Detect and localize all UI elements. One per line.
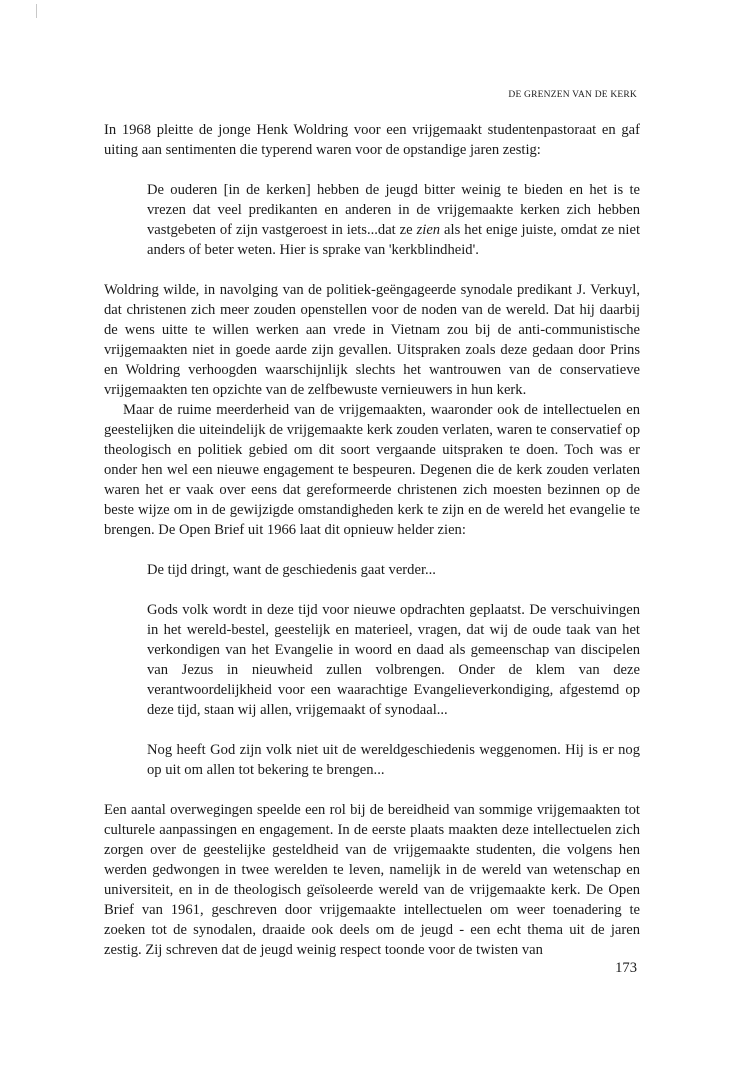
block-quote-3: Gods volk wordt in deze tijd voor nieuwe opdrachten geplaatst. De verschuivingen in het wereld-bestel, geestelijk en materieel, vragen, dat wij de oude taak van het verkondigen van het Evangelie in woord en daad als gemeenschap van discipelen van Jezus in nieuwheid zullen volbrengen. Onder de klem van deze verantwoordelijkheid voor een waarachtige Evangelieverkondiging, afgestemd op deze tijd, staan wij allen, vrijgemaakt of synodaal... [147, 602, 640, 718]
block-quote-4: Nog heeft God zijn volk niet uit de wereldgeschiedenis weggenomen. Hij is er nog op uit om allen tot bekering te brengen... [147, 742, 640, 778]
paragraph-3: Maar de ruime meerderheid van de vrijgemaakten, waaronder ook de intellectuelen en geestelijken die uiteindelijk de vrijgemaakte kerk zouden verlaten, waren te conservatief op theologisch en politiek gebied om dit soort vergaande uitspraken te doen. Toch was er onder hen wel een nieuwe engagement te bespeuren. Degenen die de kerk zouden verlaten waren het er vaak over eens dat gereformeerde christenen zich moesten bezinnen op de beste wijze om in de gewijzigde omstandigheden kerk te zijn en de wereld het evangelie te brengen. De Open Brief uit 1966 laat dit opnieuw helder zien: [104, 402, 640, 538]
page-edge-mark [36, 4, 37, 18]
paragraph-4: Een aantal overwegingen speelde een rol bij de bereidheid van sommige vrijgemaakten tot culturele aanpassingen en engagement. In de eerste plaats maakten deze intellectuelen zich zorgen over de geestelijke gesteldheid van de vrijgemaakte studenten, die volgens hen werden gedwongen in twee werelden te leven, namelijk in de wereld van wetenschap en universiteit, en in de theologisch geïsoleerde wereld van de vrijgemaakte kerk. De Open Brief van 1961, geschreven door vrijgemaakte intellectuelen om weer toenadering te zoeken tot de synodalen, draaide ook deels om de jeugd - een echt thema uit de jaren zestig. Zij schreven dat de jeugd weinig respect toonde voor de twisten van [104, 802, 640, 958]
block-quote-2: De tijd dringt, want de geschiedenis gaat verder... [147, 562, 436, 578]
paragraph-2: Woldring wilde, in navolging van de politiek-geëngageerde synodale predikant J. Verkuyl, dat christenen zich meer zouden openstellen voor de noden van de wereld. Dat hij daarbij de wens uitte te willen werken aan vrede in Vietnam zou bij de anti-communistische vrijgemaakten niet in goede aarde zijn gevallen. Uitspraken zoals deze gedaan door Prins en Woldring verhoogden waarschijnlijk slechts het wantrouwen van de conservatieve vrijgemaakten ten opzichte van de zelfbewuste vernieuwers in hun kerk. [104, 282, 640, 398]
quote-1-text-after: als het enige juiste, omdat ze niet anders of beter weten. Hier is sprake van 'kerkblindheid'. [147, 222, 640, 258]
running-head: DE GRENZEN VAN DE KERK [508, 90, 637, 100]
page-number: 173 [615, 960, 637, 976]
text-block [104, 120, 640, 960]
block-quote-1 [104, 180, 640, 260]
paragraph-1: In 1968 pleitte de jonge Henk Woldring voor een vrijgemaakt studentenpastoraat en gaf uiting aan sentimenten die typerend waren voor de opstandige jaren zestig: [104, 122, 640, 158]
quote-1-text-before: De ouderen [in de kerken] hebben de jeugd bitter weinig te bieden en het is te vrezen dat veel predikanten en anderen in de vrijgemaakte kerken zich hebben vastgebeten of zijn vastgeroest in iets...dat ze [147, 182, 640, 238]
quote-1-emphasis: zien [416, 222, 441, 238]
